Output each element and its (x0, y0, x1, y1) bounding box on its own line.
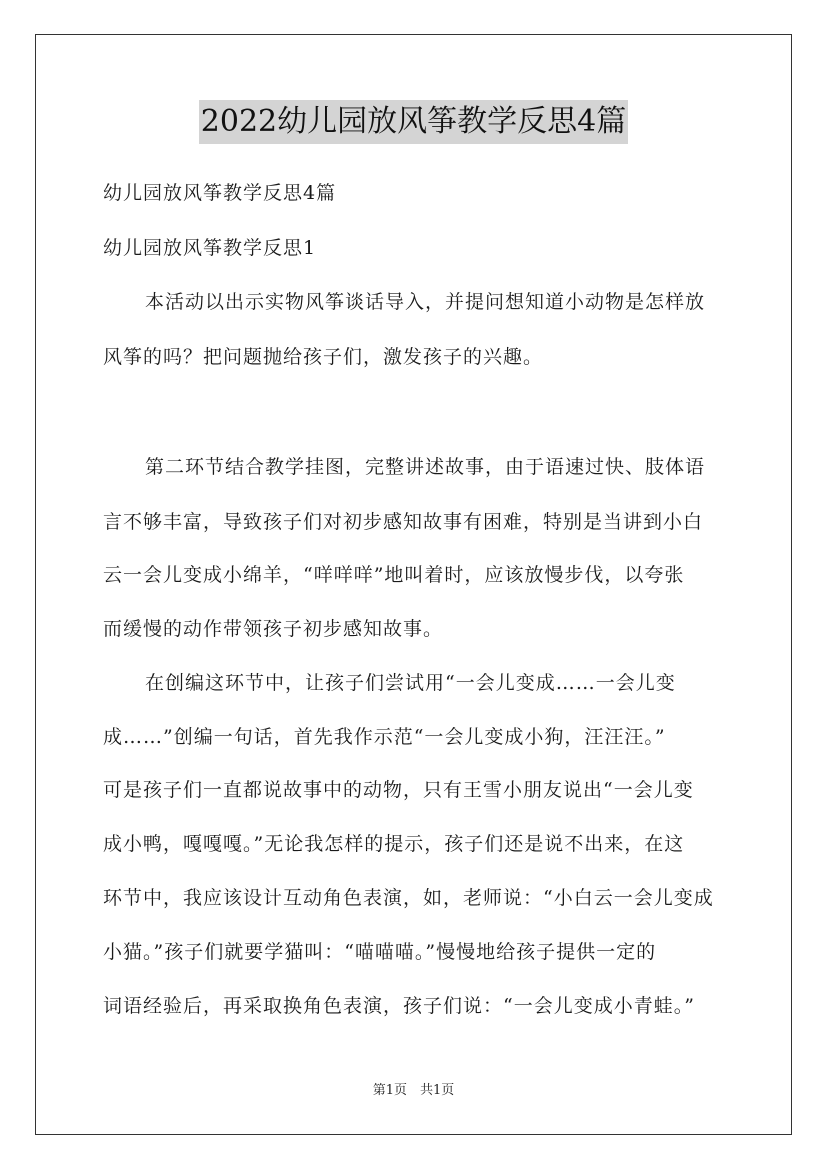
paragraph-line: 而缓慢的动作带领孩子初步感知故事。 (103, 618, 444, 640)
paragraph-line: 第二环节结合教学挂图，完整讲述故事，由于语速过快、肢体语 (145, 456, 706, 478)
paragraph-line: 成小鸭，嘎嘎嘎。”无论我怎样的提示，孩子们还是说不出来，在这 (103, 833, 685, 855)
paragraph-line: 风筝的吗？把问题抛给孩子们，激发孩子的兴趣。 (103, 346, 544, 368)
paragraph-line: 成……”创编一句话，首先我作示范“一会儿变成小狗，汪汪汪。” (103, 726, 666, 748)
paragraph-line: 云一会儿变成小绵羊，“咩咩咩”地叫着时，应该放慢步伐，以夸张 (103, 564, 685, 586)
paragraph-line: 小猫。”孩子们就要学猫叫：“喵喵喵。”慢慢地给孩子提供一定的 (103, 941, 657, 963)
document-title-text: 2022幼儿园放风筝教学反思4篇 (199, 100, 628, 144)
document-title (0, 100, 827, 146)
subtitle-line: 幼儿园放风筝教学反思4篇 (103, 182, 337, 204)
paragraph-line: 本活动以出示实物风筝谈话导入，并提问想知道小动物是怎样放 (145, 291, 706, 313)
paragraph-line: 可是孩子们一直都说故事中的动物，只有王雪小朋友说出“一会儿变 (103, 779, 694, 801)
paragraph-line: 词语经验后，再采取换角色表演，孩子们说：“一会儿变成小青蛙。” (103, 995, 695, 1017)
section-heading: 幼儿园放风筝教学反思1 (103, 237, 317, 259)
page-footer: 第1页 共1页 (372, 1083, 455, 1098)
paragraph-line: 在创编这环节中，让孩子们尝试用“一会儿变成……一会儿变 (145, 672, 676, 694)
paragraph-line: 环节中，我应该设计互动角色表演，如，老师说：“小白云一会儿变成 (103, 887, 714, 909)
paragraph-line: 言不够丰富，导致孩子们对初步感知故事有困难，特别是当讲到小白 (103, 511, 704, 533)
